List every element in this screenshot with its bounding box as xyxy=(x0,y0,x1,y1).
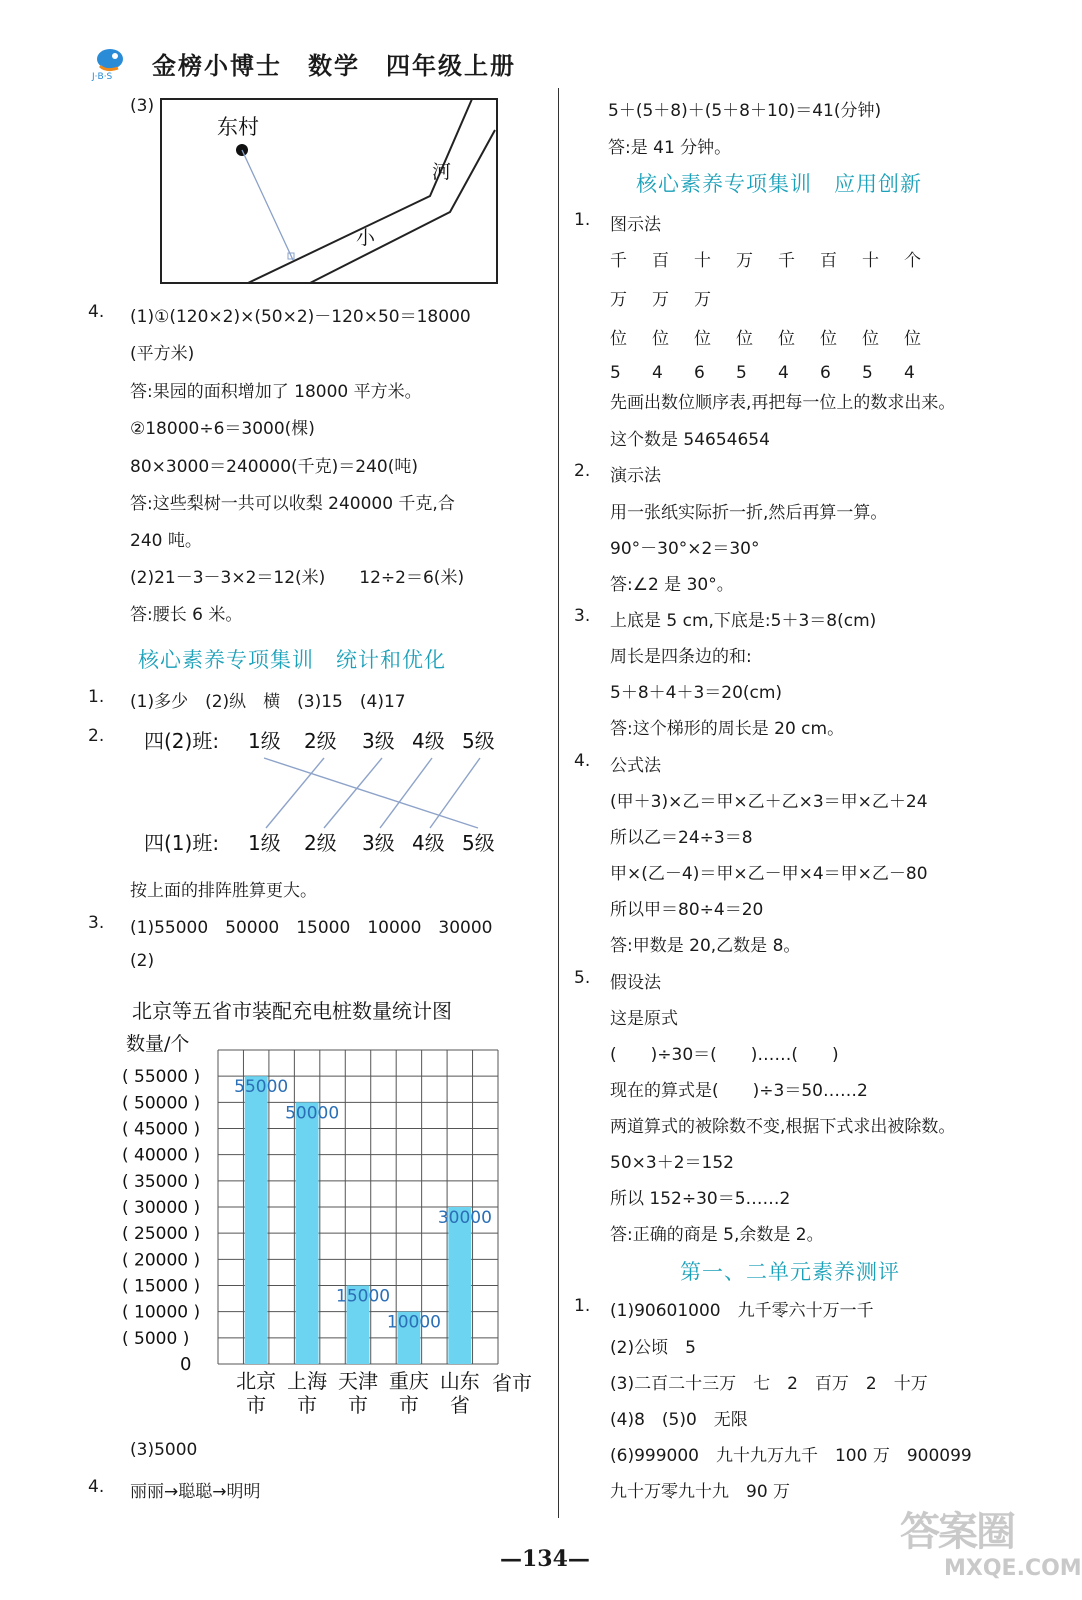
q3-part3: (3)5000 xyxy=(130,1440,198,1460)
text-line: (平方米) xyxy=(130,344,195,364)
column-divider xyxy=(558,88,559,1518)
text-line: 答:甲数是 20,乙数是 8。 xyxy=(610,936,801,956)
x-tick-label: 省 xyxy=(449,1393,470,1417)
bottom-level: 2级 xyxy=(304,831,337,855)
text-line: 假设法 xyxy=(610,973,661,993)
q2-number: 2. xyxy=(88,726,105,746)
text-line: (2)公顷 5 xyxy=(610,1338,696,1358)
text-line: 这个数是 54654654 xyxy=(610,430,770,450)
u1-number: 1. xyxy=(574,1296,591,1316)
text-line: (1)90601000 九千零六十万一千 xyxy=(610,1301,874,1321)
watermark-url: MXQE.COM xyxy=(944,1556,1082,1581)
q3-values: (1)55000 50000 15000 10000 30000 xyxy=(130,918,493,938)
text-line: 答:正确的商是 5,余数是 2。 xyxy=(610,1225,824,1245)
text-line: 答:果园的面积增加了 18000 平方米。 xyxy=(130,382,422,402)
y-tick-label: ( 45000 ) xyxy=(122,1119,201,1140)
text-line: (甲＋3)×乙＝甲×乙＋乙×3＝甲×乙＋24 xyxy=(610,792,928,812)
text-line: 所以乙＝24÷3＝8 xyxy=(610,828,753,848)
village-label: 东村 xyxy=(217,115,259,139)
bottom-level: 4级 xyxy=(412,831,445,855)
text-line: 所以 152÷30＝5……2 xyxy=(610,1189,791,1209)
map-frame xyxy=(161,99,497,283)
match-line xyxy=(380,758,432,828)
text-line: 5＋8＋4＋3＝20(cm) xyxy=(610,683,783,703)
y-tick-label: ( 30000 ) xyxy=(122,1198,201,1218)
text-line: 所以甲＝80÷4＝20 xyxy=(610,900,764,920)
bottom-level: 1级 xyxy=(248,831,281,855)
x-tick-label: 市 xyxy=(348,1393,368,1417)
text-line: (4)8 (5)0 无限 xyxy=(610,1410,748,1430)
y-tick-label: ( 25000 ) xyxy=(122,1224,201,1245)
text-line: 演示法 xyxy=(610,466,661,486)
x-tick-label: 山东 xyxy=(439,1369,480,1393)
page-header-title: 金榜小博士 数学 四年级上册 xyxy=(152,52,516,80)
match-line xyxy=(430,758,480,828)
text-line: 5＋(5＋8)＋(5＋8＋10)＝41(分钟) xyxy=(608,101,882,121)
top-level: 5级 xyxy=(462,729,495,753)
logo-caption: J·B·S xyxy=(92,72,113,82)
text-line: 答:腰长 6 米。 xyxy=(130,605,243,625)
section-title-statistics: 核心素养专项集训 统计和优化 xyxy=(138,648,446,672)
text-line: 答:这些梨树一共可以收梨 240000 千克,合 xyxy=(130,494,455,514)
bottom-level: 5级 xyxy=(462,831,495,855)
text-line: 答:∠2 是 30°。 xyxy=(610,575,734,595)
text-line: 这是原式 xyxy=(610,1009,678,1029)
q2-note: 按上面的排阵胜算更大。 xyxy=(130,881,317,901)
river-map-diagram xyxy=(160,98,500,285)
x-tick-label: 市 xyxy=(398,1393,419,1417)
y-axis-label: 数量/个 xyxy=(126,1033,190,1055)
r-q4-number: 4. xyxy=(574,751,591,771)
y-tick-label: ( 50000 ) xyxy=(122,1093,201,1114)
y-tick-label: ( 35000 ) xyxy=(122,1171,201,1192)
chart-bar xyxy=(448,1207,471,1364)
x-tick-label: 北京 xyxy=(236,1369,277,1393)
river-char-1: 河 xyxy=(432,161,452,183)
x-axis-label: 省市 xyxy=(492,1371,532,1395)
q4-number: 4. xyxy=(88,302,105,322)
y-tick-label: ( 20000 ) xyxy=(122,1250,201,1271)
x-tick-label: 天津 xyxy=(338,1369,378,1393)
r-q5-number: 5. xyxy=(574,968,591,988)
text-line: 上底是 5 cm,下底是:5＋3＝8(cm) xyxy=(610,611,877,631)
text-line: (2)21－3－3×2＝12(米) 12÷2＝6(米) xyxy=(130,568,465,588)
bar-data-label: 55000 xyxy=(234,1077,289,1098)
river-char-2: 小 xyxy=(356,227,376,249)
ranking-diagram xyxy=(136,722,516,862)
y-tick-label: ( 55000 ) xyxy=(122,1067,201,1088)
chart-origin-label: 0 xyxy=(180,1354,192,1375)
watermark-logo: 答案圈 xyxy=(900,1509,1014,1555)
top-level: 4级 xyxy=(412,729,445,753)
text-line: 答:是 41 分钟。 xyxy=(608,138,732,158)
q3-part2: (2) xyxy=(130,951,155,971)
bar-data-label: 10000 xyxy=(386,1312,442,1333)
y-tick-label: ( 5000 ) xyxy=(122,1328,190,1349)
x-tick-label: 市 xyxy=(246,1393,267,1417)
top-level: 1级 xyxy=(248,729,281,753)
text-line: 240 吨。 xyxy=(130,531,202,551)
text-line: 甲×(乙－4)＝甲×乙－甲×4＝甲×乙－80 xyxy=(610,864,928,884)
x-tick-label: 上海 xyxy=(287,1369,328,1393)
text-line: 80×3000＝240000(千克)＝240(吨) xyxy=(130,457,419,477)
match-line xyxy=(324,758,382,828)
chart-bar xyxy=(245,1076,268,1364)
text-line: 50×3＋2＝152 xyxy=(610,1153,734,1173)
q4-answer: 丽丽→聪聪→明明 xyxy=(130,1482,261,1502)
y-tick-label: ( 15000 ) xyxy=(122,1276,201,1297)
chart-title: 北京等五省市装配充电桩数量统计图 xyxy=(132,999,452,1023)
text-line: (6)999000 九十九万九千 100 万 900099 xyxy=(610,1446,972,1466)
r-q1-title: 图示法 xyxy=(610,215,661,235)
text-line: 先画出数位顺序表,再把每一位上的数求出来。 xyxy=(610,393,956,413)
text-line: 公式法 xyxy=(610,756,661,776)
section-title-unit-test: 第一、二单元素养测评 xyxy=(680,1260,900,1284)
r-q3-number: 3. xyxy=(574,606,591,626)
bar-chart xyxy=(118,990,540,1430)
q3-number: 3. xyxy=(88,913,105,933)
top-class-label: 四(2)班: xyxy=(144,729,220,753)
page-number: —134— xyxy=(500,1546,590,1572)
bar-data-label: 15000 xyxy=(336,1286,391,1307)
r-q2-number: 2. xyxy=(574,461,591,481)
place-value-table: 千 百 十 万 千 百 十 个 万 万 万 位 位 位 位 位 位 位 位 5 4 6 5 4 6 5 4 xyxy=(610,251,921,383)
text-line: 周长是四条边的和: xyxy=(610,647,752,667)
section-title-application: 核心素养专项集训 应用创新 xyxy=(636,172,922,196)
text-line: ②18000÷6＝3000(棵) xyxy=(130,419,315,439)
x-tick-label: 重庆 xyxy=(388,1369,429,1393)
text-line: 用一张纸实际折一折,然后再算一算。 xyxy=(610,503,888,523)
bottom-level: 3级 xyxy=(362,831,395,855)
text-line: (3)二百二十三万 七 2 百万 2 十万 xyxy=(610,1374,928,1394)
text-line: 90°－30°×2＝30° xyxy=(610,539,760,559)
text-line: (1)①(120×2)×(50×2)－120×50＝18000 xyxy=(130,307,471,327)
top-level: 2级 xyxy=(304,729,337,753)
bar-data-label: 30000 xyxy=(437,1208,492,1228)
text-line: 两道算式的被除数不变,根据下式求出被除数。 xyxy=(610,1117,956,1137)
y-tick-label: ( 10000 ) xyxy=(122,1302,201,1323)
q1-number: 1. xyxy=(88,687,105,707)
text-line: 九十万零九十九 90 万 xyxy=(610,1482,791,1502)
match-line xyxy=(264,758,478,828)
r-q1-number: 1. xyxy=(574,210,591,230)
text-line: ( )÷30＝( )……( ) xyxy=(610,1045,839,1065)
bar-data-label: 50000 xyxy=(285,1103,340,1124)
chart-bar xyxy=(296,1102,319,1364)
text-line: 答:这个梯形的周长是 20 cm。 xyxy=(610,719,845,739)
x-tick-label: 市 xyxy=(297,1393,318,1417)
y-tick-label: ( 40000 ) xyxy=(122,1145,201,1166)
text-line: 现在的算式是( )÷3＝50……2 xyxy=(610,1081,868,1101)
bottom-class-label: 四(1)班: xyxy=(144,831,220,855)
map-label: (3) xyxy=(130,96,155,116)
q1-answer: (1)多少 (2)纵 横 (3)15 (4)17 xyxy=(130,692,406,712)
q4-number: 4. xyxy=(88,1477,105,1497)
top-level: 3级 xyxy=(362,729,395,753)
